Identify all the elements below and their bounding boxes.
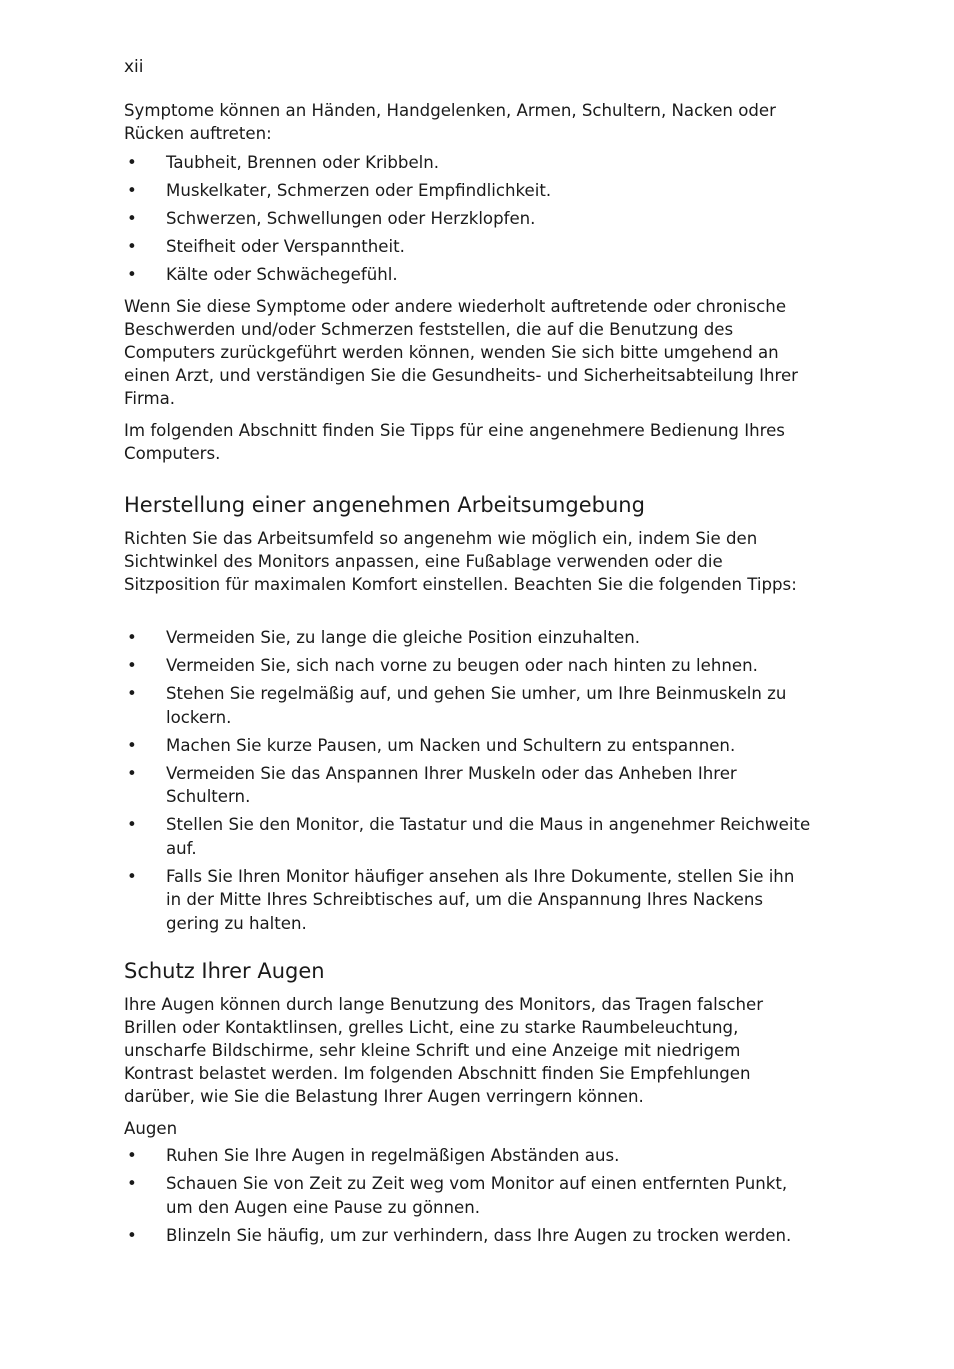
list-item-text: Vermeiden Sie das Anspannen Ihrer Muskeln oder das Anheben Ihrer Schultern. <box>166 763 737 806</box>
bullet-icon: • <box>127 628 137 647</box>
list-item-text: Stehen Sie regelmäßig auf, und gehen Sie umher, um Ihre Beinmuskeln zu lockern. <box>166 684 787 727</box>
list-item <box>124 734 814 758</box>
bullet-icon: • <box>127 237 137 256</box>
bullet-icon: • <box>127 1174 137 1193</box>
list-item <box>124 179 814 203</box>
page-number: xii <box>124 57 144 77</box>
list-item <box>124 1144 814 1168</box>
list-item <box>124 1172 814 1219</box>
eyes-lead: Ihre Augen können durch lange Benutzung des Monitors, das Tragen falscher Brillen oder Kontaktlinsen, grelles Licht, eine zu starke Raumbeleuchtung, unscharfe Bildschirme, sehr kleine Schrift und eine Anzeige mit niedrigem Kontrast belastet werden. Im folgenden Abschnitt finden Sie Empfehlungen darüber, wie Sie die Belastung Ihrer Augen verringern können. <box>124 995 764 1106</box>
symptoms-paragraph: Wenn Sie diese Symptome oder andere wiederholt auftretende oder chronische Beschwerden und/oder Schmerzen feststellen, die auf die Benutzung des Computers zurückgeführt werden können, wenden Sie sich bitte umgehend an einen Arzt, und verständigen Sie die Gesundheits- und Sicherheitsabteilung Ihrer Firma. <box>124 297 798 408</box>
list-item <box>124 207 814 231</box>
section-heading-eyes: Schutz Ihrer Augen <box>124 959 325 983</box>
symptoms-lead: Symptome können an Händen, Handgelenken, Armen, Schultern, Nacken oder Rücken auftreten: <box>124 101 776 143</box>
list-item <box>124 865 814 936</box>
eyes-tips-list <box>124 1144 814 1252</box>
eyes-subheading: Augen <box>124 1119 178 1138</box>
list-item <box>124 1224 814 1248</box>
workspace-lead: Richten Sie das Arbeitsumfeld so angenehm wie möglich ein, indem Sie den Sichtwinkel des Monitors anpassen, eine Fußablage verwenden oder die Sitzposition für maximalen Komfort einstellen. Beachten Sie die folgenden Tipps: <box>124 529 797 594</box>
bullet-icon: • <box>127 763 137 783</box>
list-item-text: Machen Sie kurze Pausen, um Nacken und Schultern zu entspannen. <box>166 735 736 755</box>
list-item-text: Steifheit oder Verspanntheit. <box>166 237 405 256</box>
list-item <box>124 654 814 678</box>
bullet-icon: • <box>127 265 137 284</box>
bullet-icon: • <box>127 866 137 886</box>
list-item-text: Taubheit, Brennen oder Kribbeln. <box>166 153 440 172</box>
bullet-icon: • <box>127 1225 137 1245</box>
workspace-tips-list <box>124 626 814 940</box>
list-item <box>124 626 814 650</box>
list-item <box>124 151 814 175</box>
bullet-icon: • <box>127 1146 137 1165</box>
bullet-icon: • <box>127 735 137 755</box>
bullet-icon: • <box>127 815 137 834</box>
bullet-icon: • <box>127 209 137 228</box>
list-item <box>124 813 814 860</box>
list-item-text: Blinzeln Sie häufig, um zur verhindern, dass Ihre Augen zu trocken werden. <box>166 1225 792 1245</box>
list-item <box>124 682 814 729</box>
list-item-text: Vermeiden Sie, sich nach vorne zu beugen oder nach hinten zu lehnen. <box>166 656 758 675</box>
list-item-text: Stellen Sie den Monitor, die Tastatur und die Maus in angenehmer Reichweite auf. <box>166 815 811 858</box>
list-item <box>124 263 814 287</box>
list-item-text: Schwerzen, Schwellungen oder Herzklopfen. <box>166 209 536 228</box>
list-item-text: Ruhen Sie Ihre Augen in regelmäßigen Abständen aus. <box>166 1146 620 1165</box>
list-item-text: Vermeiden Sie, zu lange die gleiche Position einzuhalten. <box>166 628 640 647</box>
tips-intro-paragraph: Im folgenden Abschnitt finden Sie Tipps für eine angenehmere Bedienung Ihres Computers. <box>124 421 785 463</box>
list-item-text: Muskelkater, Schmerzen oder Empfindlichkeit. <box>166 181 552 200</box>
list-item-text: Schauen Sie von Zeit zu Zeit weg vom Monitor auf einen entfernten Punkt, um den Augen eine Pause zu gönnen. <box>166 1174 788 1217</box>
list-item-text: Kälte oder Schwächegefühl. <box>166 265 398 284</box>
symptoms-list <box>124 151 814 291</box>
list-item-text: Falls Sie Ihren Monitor häufiger ansehen als Ihre Dokumente, stellen Sie ihn in der Mitte Ihres Schreibtisches auf, um die Anspannung Ihres Nackens gering zu halten. <box>166 866 795 933</box>
list-item <box>124 762 814 809</box>
bullet-icon: • <box>127 656 137 675</box>
list-item <box>124 235 814 259</box>
section-heading-workspace: Herstellung einer angenehmen Arbeitsumgebung <box>124 493 645 517</box>
bullet-icon: • <box>127 181 137 200</box>
bullet-icon: • <box>127 684 137 703</box>
bullet-icon: • <box>127 153 137 172</box>
